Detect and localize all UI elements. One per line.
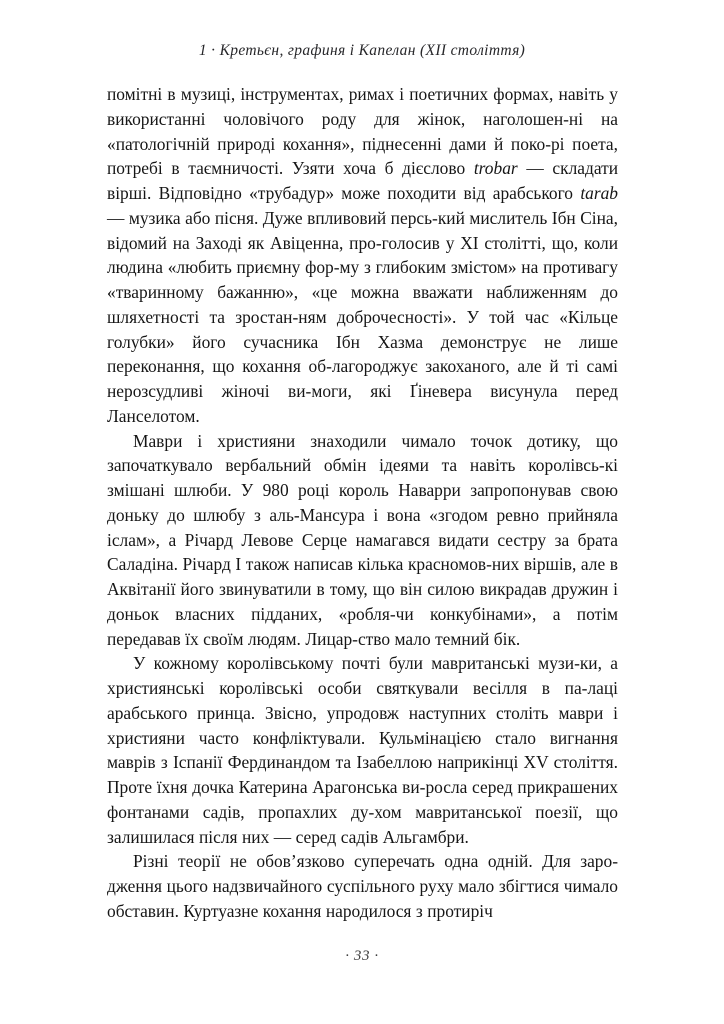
paragraph: Різні теорії не обов’язково суперечать одна одній. Для заро-дження цього надзвичайного суспільного руху мало збігтися чимало обставин. Куртуазне кохання народилося з протиріч — [107, 851, 618, 921]
paragraph: помітні в музиці, інструментах, римах і поетичних формах, навіть у використанні чоловічого роду для жінок, наголошен-ні на «патологічній природі кохання», піднесенні дами й поко-рі поета, потребі в таємничості. Узяти хоча б дієслово trobar — складати вірші. Відповідно «трубадур» може походити від арабського tarab — музика або пісня. Дуже впливовий персь-кий мислитель Ібн Сіна, відомий на Заході як Авіценна, про-голосив у XI столітті, що, коли людина «любить приємну фор-му з глибоким змістом» на противагу «тваринному бажанню», «це можна вважати наближенням до шляхетності та зростан-ням доброчесності». У той час «Кільце голубки» його сучасника Ібн Хазма демонструє не лише переконання, що кохання об-лагороджує закоханого, але й ті самі нерозсудливі жіночі ви-моги, які Ґіневера висунула перед Ланселотом. — [107, 84, 619, 426]
paragraph: Маври і християни знаходили чимало точок дотику, що започаткувало вербальний обмін ідеями та навіть королівсь-кі змішані шлюби. У 980 році король Наварри запропонував свою доньку до шлюбу з аль-Мансура і вона «згодом ревно прийняла іслам», а Річард Левове Серце намагався видати сестру за брата Саладіна. Річард I також написав кілька красномов-них віршів, але в Аквітанії його звинуватили в тому, що він силою викрадав дружин і доньок власних підданих, «робля-чи конкубінами», а потім передавав їх своїм людям. Лицар-ство мало темний бік. — [107, 430, 618, 649]
page-number: · 33 · — [345, 948, 379, 964]
italic-term: trobar — [473, 158, 518, 179]
italic-term: tarab — [580, 183, 618, 203]
paragraph: У кожному королівському почті були мавританські музи-ки, а християнські королівські особи святкували весілля в па-лаці арабського принца. Звісно, упродовж наступних століть маври і християни часто конфліктували. Кульмінацією стало вигнання маврів з Іспанії Фердинандом та Ізабеллою наприкінці XV століття. Проте їхня дочка Катерина Арагонська ви-росла серед прикрашених фонтанами садів, пропахлих ду-хом мавританської поезії, що залишилася після них — серед садів Альгамбри. — [107, 653, 618, 847]
body-text-block — [107, 82, 618, 924]
running-head: 1 · Кретьєн, графиня і Капелан (XII століття) — [198, 42, 526, 59]
